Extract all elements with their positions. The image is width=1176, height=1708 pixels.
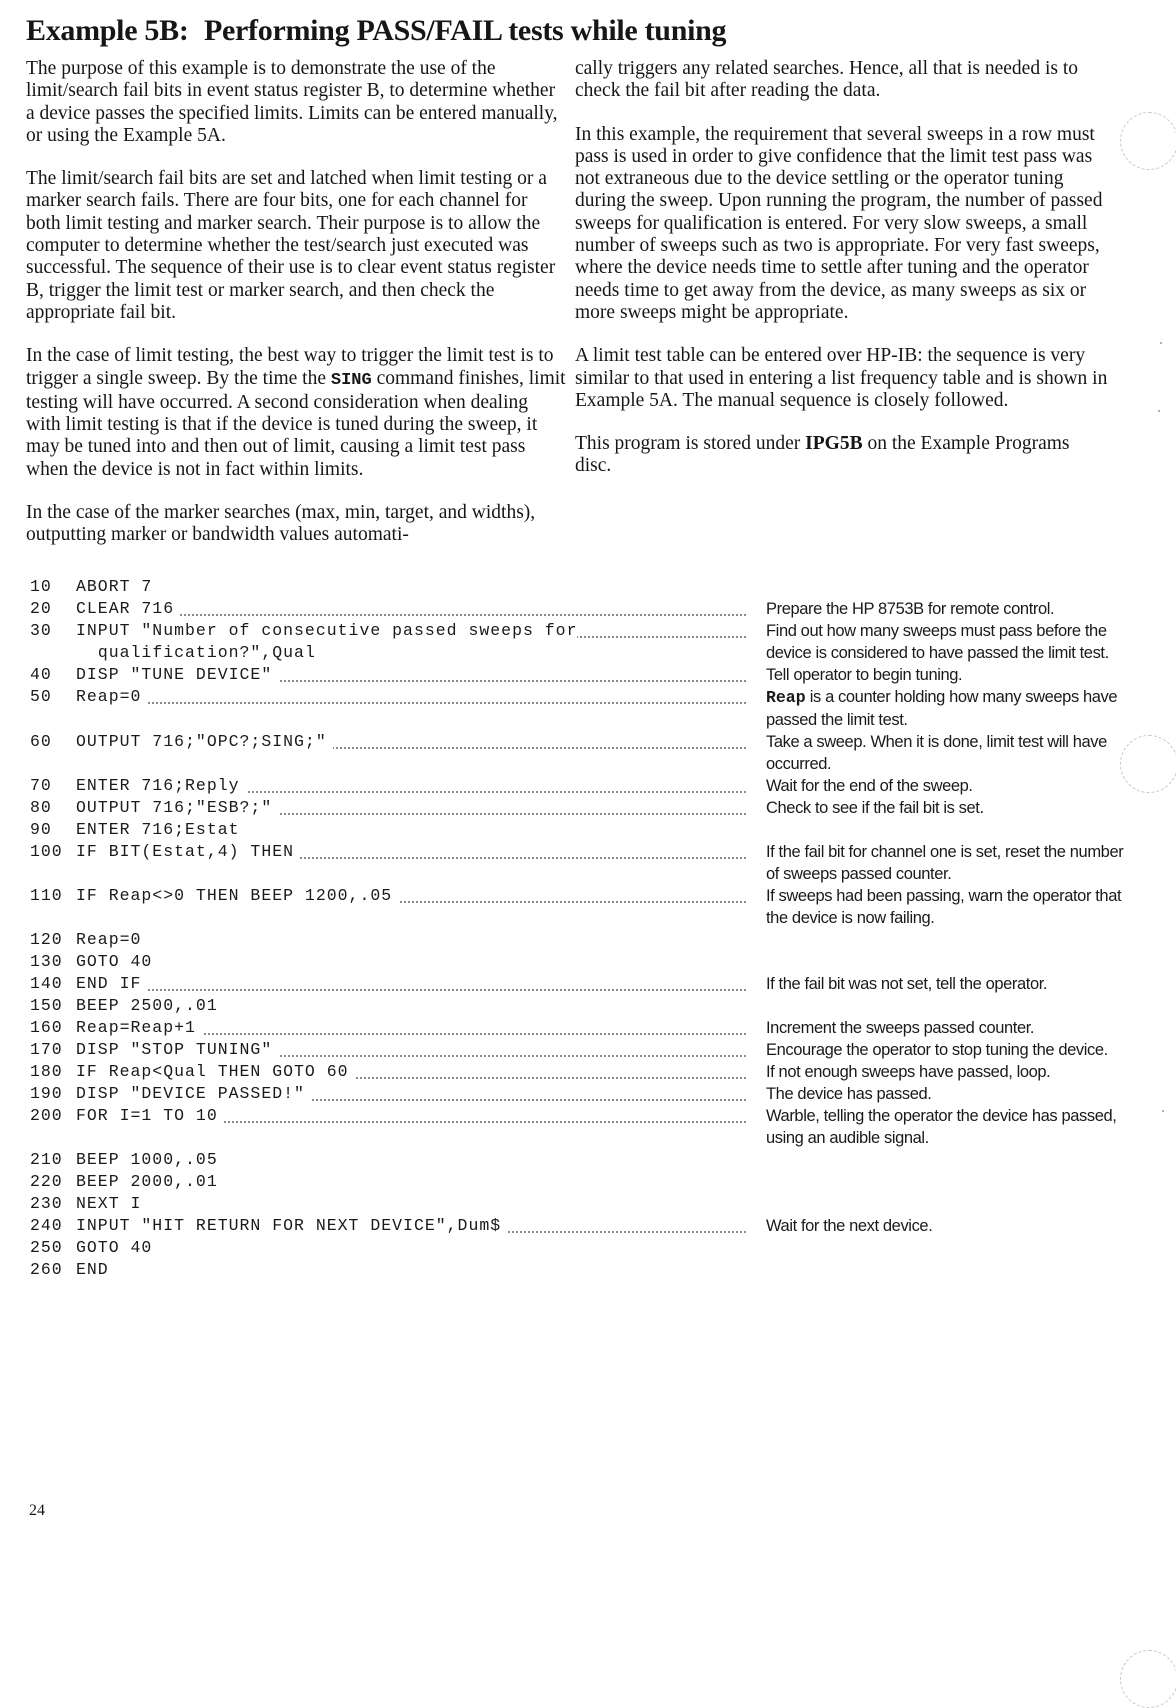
code-statement: OUTPUT 716;"OPC?;SING;" xyxy=(76,732,333,751)
code-comment xyxy=(766,664,1126,686)
code-statement-cell xyxy=(76,1149,746,1171)
code-statement: ENTER 716;Reply xyxy=(76,776,246,795)
line-number: 220 xyxy=(30,1172,63,1191)
code-comment xyxy=(766,1105,1126,1149)
program-line xyxy=(30,686,1150,731)
line-number: 150 xyxy=(30,996,63,1015)
program-line xyxy=(30,819,1150,841)
code-statement: Reap=0 xyxy=(76,687,147,706)
code-statement: ABORT 7 xyxy=(76,577,158,596)
code-statement-cell xyxy=(76,973,746,995)
code-statement-cell xyxy=(76,1061,746,1083)
code-statement: GOTO 40 xyxy=(76,952,158,971)
code-statement-cell xyxy=(76,929,746,951)
code-statement: DISP "STOP TUNING" xyxy=(76,1040,278,1059)
code-comment xyxy=(766,1017,1126,1039)
paragraph xyxy=(26,345,566,481)
line-number: 80 xyxy=(30,798,52,817)
paragraph: In this example, the requirement that several sweeps in a row must pass is used in order to give confidence that the limit test pass was not extraneous due to the device settling or the operator tuning during the sweep. Upon running the program, the number of passed sweeps for qualification is entered. For very slow sweeps, a small number of sweeps such as two is appropriate. For very fast sweeps, where the device needs time to settle after tuning and the operator needs time to get away from the device, as many sweeps as six or more sweeps might be appropriate. xyxy=(575,123,1103,323)
program-line xyxy=(30,1237,1150,1259)
program-line xyxy=(30,951,1150,973)
comment-text: is a counter holding how many sweeps have passed the limit test. xyxy=(766,688,1118,729)
program-line xyxy=(30,1215,1150,1237)
line-number: 230 xyxy=(30,1194,63,1213)
comment-text: Encourage the operator to stop tuning the device. xyxy=(766,1041,1108,1059)
code-statement-cell xyxy=(76,995,746,1017)
program-line xyxy=(30,973,1150,995)
code-statement: END IF xyxy=(76,974,147,993)
program-line xyxy=(30,1259,1150,1281)
comment-text: If the fail bit for channel one is set, reset the number of sweeps passed counter. xyxy=(766,843,1124,883)
code-statement-cell xyxy=(76,1083,746,1105)
comment-text: Check to see if the fail bit is set. xyxy=(766,799,984,817)
code-statement-cell xyxy=(76,951,746,973)
code-statement-cell xyxy=(76,576,746,598)
code-statement: DISP "TUNE DEVICE" xyxy=(76,665,278,684)
paragraph-text: In the case of limit testing, the best way to trigger the limit test is to trigger a single sweep. By the time the xyxy=(26,345,554,389)
program-line xyxy=(30,885,1150,929)
comment-keyword: Reap xyxy=(766,688,806,707)
code-statement: Reap=Reap+1 xyxy=(76,1018,202,1037)
program-line xyxy=(30,1105,1150,1149)
program-line xyxy=(30,598,1150,620)
code-comment xyxy=(766,598,1126,620)
code-statement-cell xyxy=(76,1105,746,1127)
program-line xyxy=(30,620,1150,664)
line-number: 180 xyxy=(30,1062,63,1081)
page-heading xyxy=(26,14,926,48)
code-statement-cell xyxy=(76,885,746,907)
code-comment xyxy=(766,797,1126,819)
code-statement-cell xyxy=(76,1215,746,1237)
paragraph-text: on the Example Programs disc. xyxy=(575,433,1070,477)
code-statement-cell xyxy=(76,1171,746,1193)
line-number: 20 xyxy=(30,599,52,618)
comment-text: Find out how many sweeps must pass before the device is considered to have passed the limit test. xyxy=(766,622,1109,662)
paragraph: A limit test table can be entered over HP-IB: the sequence is very similar to that used in entering a list frequency table and is shown in Example 5A. The manual sequence is closely followed. xyxy=(575,345,1108,411)
line-number: 110 xyxy=(30,886,63,905)
line-number: 190 xyxy=(30,1084,63,1103)
code-statement: END xyxy=(76,1260,115,1279)
program-line xyxy=(30,841,1150,885)
comment-text: If sweeps had been passing, warn the operator that the device is now failing. xyxy=(766,887,1122,927)
comment-text: Prepare the HP 8753B for remote control. xyxy=(766,600,1055,618)
program-line xyxy=(30,1171,1150,1193)
program-line xyxy=(30,664,1150,686)
comment-text: Increment the sweeps passed counter. xyxy=(766,1019,1035,1037)
code-comment xyxy=(766,973,1126,995)
code-statement-cell xyxy=(76,1039,746,1061)
line-number: 130 xyxy=(30,952,63,971)
code-statement-cell xyxy=(76,819,746,841)
right-text-column xyxy=(575,58,1110,499)
paragraph: In the case of the marker searches (max, min, target, and widths), outputting marker or bandwidth values automati- xyxy=(26,502,536,546)
line-number: 240 xyxy=(30,1216,63,1235)
line-number: 10 xyxy=(30,577,52,596)
code-comment xyxy=(766,841,1126,885)
comment-text: Wait for the end of the sweep. xyxy=(766,777,973,795)
line-number: 160 xyxy=(30,1018,63,1037)
page-number: 24 xyxy=(29,1502,45,1519)
code-statement: IF BIT(Estat,4) THEN xyxy=(76,842,300,861)
program-name: IPG5B xyxy=(805,433,863,455)
paragraph: cally triggers any related searches. Hence, all that is needed is to check the fail bit after reading the data. xyxy=(575,58,1079,102)
code-statement-cell xyxy=(76,1237,746,1259)
line-number: 40 xyxy=(30,665,52,684)
code-statement-cell xyxy=(76,598,746,620)
code-statement: BEEP 2500,.01 xyxy=(76,996,224,1015)
code-statement-cell xyxy=(76,1259,746,1281)
example-title: Performing PASS/FAIL tests while tuning xyxy=(204,14,727,47)
comment-text: Tell operator to begin tuning. xyxy=(766,666,963,684)
program-listing xyxy=(30,576,1150,1281)
code-statement: GOTO 40 xyxy=(76,1238,158,1257)
scan-speck xyxy=(1160,342,1162,344)
paragraph-text: This program is stored under xyxy=(575,433,806,455)
code-statement: BEEP 2000,.01 xyxy=(76,1172,224,1191)
code-statement: IF Reap<>0 THEN BEEP 1200,.05 xyxy=(76,886,398,905)
comment-text: Take a sweep. When it is done, limit test will have occurred. xyxy=(766,733,1107,773)
line-number: 210 xyxy=(30,1150,63,1169)
comment-text: If not enough sweeps have passed, loop. xyxy=(766,1063,1051,1081)
code-statement: OUTPUT 716;"ESB?;" xyxy=(76,798,278,817)
code-statement-cell xyxy=(76,775,746,797)
code-statement-cell xyxy=(76,620,746,664)
paragraph: The purpose of this example is to demonstrate the use of the limit/search fail bits in event status register B, to determine whether a device passes the specified limits. Limits can be entered manually, or using the Example 5A. xyxy=(26,58,558,146)
punch-hole xyxy=(1120,1650,1176,1708)
line-number: 30 xyxy=(30,621,52,640)
code-comment xyxy=(766,1061,1126,1083)
left-text-column xyxy=(26,58,566,568)
code-statement-cell xyxy=(76,1017,746,1039)
line-number: 170 xyxy=(30,1040,63,1059)
comment-text: Wait for the next device. xyxy=(766,1217,933,1235)
line-number: 260 xyxy=(30,1260,63,1279)
line-number: 200 xyxy=(30,1106,63,1125)
program-line xyxy=(30,1039,1150,1061)
paragraph xyxy=(575,433,1110,478)
program-line xyxy=(30,1061,1150,1083)
code-statement: Reap=0 xyxy=(76,930,147,949)
code-statement-cell xyxy=(76,841,746,863)
punch-hole xyxy=(1120,112,1176,170)
code-statement: INPUT "HIT RETURN FOR NEXT DEVICE",Dum$ xyxy=(76,1216,507,1235)
punch-hole xyxy=(1120,735,1176,793)
line-number: 120 xyxy=(30,930,63,949)
code-statement: BEEP 1000,.05 xyxy=(76,1150,224,1169)
program-line xyxy=(30,929,1150,951)
program-line xyxy=(30,1083,1150,1105)
line-number: 140 xyxy=(30,974,63,993)
code-statement: INPUT "Number of consecutive passed sweeps for qualification?",Qual xyxy=(76,621,578,662)
code-comment xyxy=(766,1215,1126,1237)
code-statement-cell xyxy=(76,797,746,819)
comment-text: The device has passed. xyxy=(766,1085,932,1103)
example-number: Example 5B: xyxy=(26,14,189,47)
code-statement-cell xyxy=(76,1193,746,1215)
line-number: 250 xyxy=(30,1238,63,1257)
code-comment xyxy=(766,686,1126,731)
code-statement-cell xyxy=(76,664,746,686)
paragraph-text: command finishes, limit testing will have occurred. A second consideration when dealing with limit testing is that if the device is tuned during the sweep, it may be tuned into and then out of limit, causing a limit test pass when the device is not in fact within limits. xyxy=(26,367,566,480)
comment-text: If the fail bit was not set, tell the operator. xyxy=(766,975,1048,993)
code-comment xyxy=(766,775,1126,797)
code-comment xyxy=(766,885,1126,929)
program-line xyxy=(30,1193,1150,1215)
program-line xyxy=(30,797,1150,819)
comment-text: Warble, telling the operator the device has passed, using an audible signal. xyxy=(766,1107,1117,1147)
program-line xyxy=(30,1017,1150,1039)
scan-speck xyxy=(1162,1110,1164,1112)
code-comment xyxy=(766,620,1126,664)
code-statement-cell xyxy=(76,686,746,708)
program-line xyxy=(30,731,1150,775)
line-number: 90 xyxy=(30,820,52,839)
program-line xyxy=(30,1149,1150,1171)
code-statement: NEXT I xyxy=(76,1194,147,1213)
code-statement: FOR I=1 TO 10 xyxy=(76,1106,224,1125)
code-comment xyxy=(766,1039,1126,1061)
program-line xyxy=(30,995,1150,1017)
code-statement: DISP "DEVICE PASSED!" xyxy=(76,1084,311,1103)
code-comment xyxy=(766,731,1126,775)
code-statement: ENTER 716;Estat xyxy=(76,820,246,839)
scan-speck xyxy=(1158,410,1160,412)
paragraph: The limit/search fail bits are set and latched when limit testing or a marker search fails. There are four bits, one for each channel for both limit testing and marker search. Their purpose is to allow the computer to determine whether the test/search just executed was successful. The sequence of their use is to clear event status register B, trigger the limit test or marker search, and then check the appropriate fail bit. xyxy=(26,168,556,323)
line-number: 60 xyxy=(30,732,52,751)
code-statement: CLEAR 716 xyxy=(76,599,180,618)
code-comment xyxy=(766,1083,1126,1105)
program-line xyxy=(30,576,1150,598)
line-number: 70 xyxy=(30,776,52,795)
code-statement: IF Reap<Qual THEN GOTO 60 xyxy=(76,1062,355,1081)
line-number: 100 xyxy=(30,842,63,861)
sing-keyword: SING xyxy=(330,370,372,390)
line-number: 50 xyxy=(30,687,52,706)
code-statement-cell xyxy=(76,731,746,753)
program-line xyxy=(30,775,1150,797)
